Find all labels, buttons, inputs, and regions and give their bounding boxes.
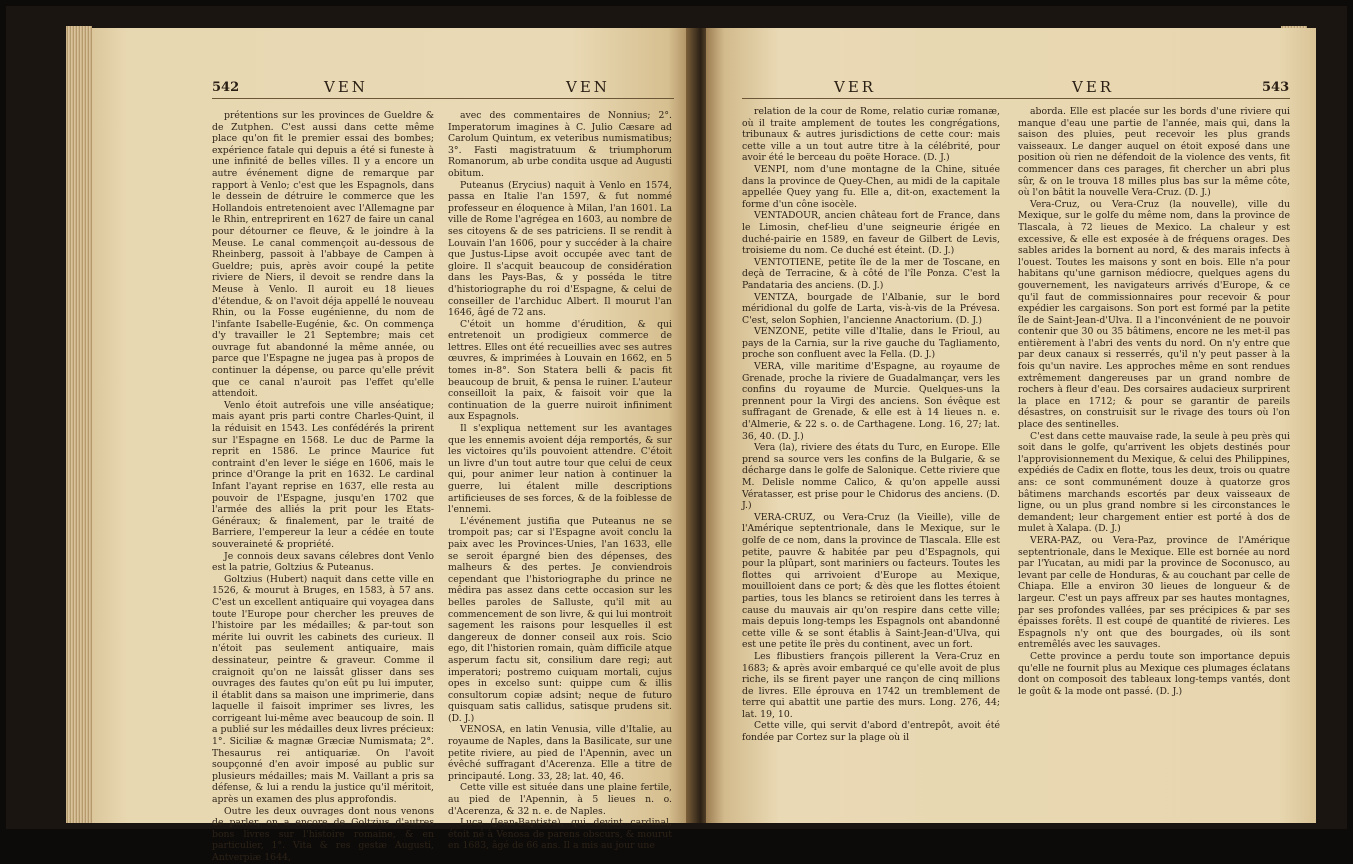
paragraph: VENOSA, en latin Venusia, ville d'Italie, au royaume de Naples, dans la Basilicate, sur une petite riviere, au pied de l'Apennin, avec un évêché suffragant d'Acerenza. Elle a titre de principauté. Long. 33, 28; lat. 40, 46. xyxy=(448,724,672,782)
header-rule xyxy=(212,98,674,99)
running-head: VEN xyxy=(324,78,368,96)
paragraph: Puteanus (Erycius) naquit à Venlo en 1574, passa en Italie l'an 1597, & fut nommé professeur en éloquence à Milan, l'an 1601. La ville de Rome l'agrégea en 1603, au nombre de ses citoyens & de ses patriciens. Il se rendit à Louvain l'an 1606, pour y succéder à la chaire que Justus-Lipse avoit occupée avec tant de gloire. Il s'acquit beaucoup de considération dans les Pays-Bas, & y posséda le titre d'historiographe du roi d'Espagne, & celui de conseiller de l'archiduc Albert. Il mourut l'an 1646, âgé de 72 ans. xyxy=(448,179,672,319)
running-head: VER xyxy=(834,78,877,96)
paragraph: C'est dans cette mauvaise rade, la seule à peu près qui soit dans le golfe, qu'arrivent les objets destinés pour l'approvisionnement du Mexique, & celui des Philippines, expédiés de Cadix en flotte, tous les deux, trois ou quatre ans: ce sont communément douze à quatorze gros bâtimens marchands escortés par deux vaisseaux de ligne, ou un plus grand nombre si les circonstances le demandent; leur chargement entier est porté à dos de mulet à Xalapa. (D. J.) xyxy=(1018,430,1290,535)
paragraph: C'étoit un homme d'érudition, & qui entretenoit un prodigieux commerce de lettres. Elles ont été recueillies avec ses autres œuvres, & imprimées à Louvain en 1662, en 5 tomes in-8°. Son Statera belli & pacis fit beaucoup de bruit, & pensa le ruiner. L'auteur conseilloit la paix, & faisoit voir que la continuation de la guerre nuiroit infiniment aux Espagnols. xyxy=(448,318,672,423)
open-book xyxy=(6,6,1347,863)
paragraph: Il s'expliqua nettement sur les avantages que les ennemis avoient déja remportés, & sur les victoires qu'ils pouvoient attendre. C'étoit un livre d'un tout autre tour que celui de ceux qui, pour animer leur nation à continuer la guerre, lui étalent mille descriptions artificieuses de ses forces, & de la foiblesse de l'ennemi. xyxy=(448,423,672,516)
paragraph: L'événement justifia que Puteanus ne se trompoit pas; car si l'Espagne avoit conclu la paix avec les Provinces-Unies, l'an 1633, elle se seroit épargné bien des dépenses, des malheurs & des pertes. Je conviendrois cependant que l'historiographe du prince ne mêdira pas assez dans cette occasion sur les belles paroles de Salluste, qu'il mit au commencement de son livre, & qui lui montroit sagement les raisons pour lesquelles il est dangereux de donner conseil aux rois. Scio ego, dit l'historien romain, quàm difficile atque asperum factu sit, consilium dare regi; aut imperatori; postremo cuiquam mortali, cujus opes in excelso sunt: quippe cum & illis consultorum copiæ adsint; neque de futuro quisquam satis callidus, satisque prudens sit. (D. J.) xyxy=(448,515,672,724)
right-page xyxy=(706,28,1316,823)
paragraph: VERA-PAZ, ou Vera-Paz, province de l'Amérique septentrionale, dans le Mexique. Elle est bornée au nord par l'Yucatan, au midi par la province de Soconusco, au levant par celle de Honduras, & au couchant par celle de Chiapa. Elle a environ 30 lieues de longueur & de largeur. C'est un pays affreux par ses hautes montagnes, par ses profondes vallées, par ses précipices & par ses épaisses forêts. Il est coupé de quantité de rivieres. Les Espagnols n'y ont que des bourgades, où ils sont entremêlés avec les sauvages. xyxy=(1018,534,1290,651)
running-head: VER xyxy=(1072,78,1115,96)
page-number: 543 xyxy=(1262,80,1290,95)
paragraph: aborda. Elle est placée sur les bords d'une riviere qui manque d'eau une partie de l'année, mais qui, dans la saison des pluies, peut recevoir les plus grands vaisseaux. Le danger auquel on étoit exposé dans une position où rien ne défendoit de la violence des vents, fit commencer dans ces parages, fit chercher un abri plus sûr, & on le trouva 18 milles plus bas sur la même côte, où l'on bâtit la nouvelle Vera-Cruz. (D. J.) xyxy=(1018,106,1290,199)
page-number: 542 xyxy=(212,80,240,95)
paragraph: VENPI, nom d'une montagne de la Chine, située dans la province de Quey-Chen, au midi de la capitale appellée Quey yang fu. Elle a, dit-on, exactement la forme d'un cône isocèle. xyxy=(742,163,1000,210)
paragraph: VENTZA, bourgade de l'Albanie, sur le bord méridional du golfe de Larta, vis-à-vis de la Prévesa. C'est, selon Sophien, l'ancienne Anactorium. (D. J.) xyxy=(742,291,1000,326)
paragraph: Venlo étoit autrefois une ville anséatique; mais ayant pris parti contre Charles-Quint, il la réduisit en 1543. Les confédérés la prirent sur l'Espagne en 1568. Le duc de Parme la reprit en 1586. Le prince Maurice fut contraint d'en lever le siége en 1606, mais le prince d'Orange la prit en 1632. Le cardinal Infant l'ayant reprise en 1637, elle resta au pouvoir de l'Espagne, jusqu'en 1702 que l'armée des alliés la prit pour les Etats-Généraux; & finalement, par le traité de Barriere, l'empereur la leur a cédée en toute souveraineté & propriété. xyxy=(212,399,434,550)
paragraph: Cette province a perdu toute son importance depuis qu'elle ne fournit plus au Mexique ces plumages éclatans dont on composoit des tableaux long-temps vantés, dont le goût & la mode ont passé. (D. J.) xyxy=(1018,650,1290,697)
paragraph: Cette ville, qui servit d'abord d'entrepôt, avoit été fondée par Cortez sur la plage où il xyxy=(742,720,1000,744)
paragraph: VERA-CRUZ, ou Vera-Cruz (la Vieille), ville de l'Amérique septentrionale, dans le Mexique, sur le golfe de ce nom, dans la province de Tlascala. Elle est petite, pauvre & habitée par peu d'Espagnols, qui pour la plûpart, sont mariniers ou facteurs. Toutes les flottes qui arrivoient d'Europe au Mexique, mouilloient dans ce port; & dès que les flottes étoient parties, tous les blancs se retiroient dans les terres à cause du mauvais air qu'on respire dans cette ville; mais depuis long-temps les Espagnols ont abandonné cette ville & se sont établis à Saint-Jean-d'Ulva, qui est une petite île près du continent, avec un fort. xyxy=(742,511,1000,651)
paragraph: avec des commentaires de Nonnius; 2°. Imperatorum imagines à C. Julio Cæsare ad Carolum Quintum, ex veteribus numismatibus; 3°. Fasti magistratuum & triumphorum Romanorum, ab urbe condita usque ad Augusti obitum. xyxy=(448,110,672,179)
paragraph: Vera-Cruz, ou Vera-Cruz (la nouvelle), ville du Mexique, sur le golfe du même nom, dans la province de Tlascala, à 72 lieues de Mexico. La chaleur y est excessive, & elle est exposée à de fréquens orages. Des sables arides la bornent au nord, & des marais infects à l'ouest. Toutes les maisons y sont en bois. Elle n'a pour habitans qu'une garnison médiocre, quelques agens du gouvernement, les navigateurs arrivés d'Europe, & ce qu'il faut de commissionnaires pour recevoir & pour expédier les cargaisons. Son port est formé par la petite île de Saint-Jean-d'Ulva. Il a l'inconvénient de ne pouvoir contenir que 30 ou 35 bâtimens, encore ne les met-il pas entièrement à l'abri des vents du nord. On n'y entre que par deux canaux si resserrés, qu'il n'y peut passer à la fois qu'un navire. Les approches même en sont rendues extrêmement dangereuses par un grand nombre de rochers à fleur d'eau. Des corsaires audacieux surprirent la place en 1712; & pour se garantir de pareils désastres, on construisit sur le rivage des tours où l'on place des sentinelles. xyxy=(1018,198,1290,431)
left-page xyxy=(92,28,692,863)
header-rule xyxy=(742,98,1290,99)
text-column xyxy=(448,110,672,852)
paragraph: Vera (la), riviere des états du Turc, en Europe. Elle prend sa source vers les confins de la Bulgarie, & se décharge dans le golfe de Salonique. Cette riviere que M. Delisle nomme Calico, & qu'on appelle aussi Vératasser, est prise pour le Chidorus des anciens. (D. J.) xyxy=(742,442,1000,512)
paragraph: prétentions sur les provinces de Gueldre & de Zutphen. C'est aussi dans cette même place qu'on fit le premier essai des bombes; expérience fatale qui depuis a été si funeste à une infinité de belles villes. Il y a encore un autre événement digne de remarque par rapport à Venlo; c'est que les Espagnols, dans le dessein de détruire le commerce que les Hollandois entretenoient avec l'Allemagne par le Rhin, entreprirent en 1627 de faire un canal pour détourner ce fleuve, & le joindre à la Meuse. Le canal commençoit au-dessous de Rheinberg, passoit à l'abbaye de Campen à Gueldre; puis, après avoir coupé la petite riviere de Niers, il devoit se rendre dans la Meuse à Venlo. Il auroit eu 18 lieues d'étendue, & on l'avoit déja appellé le nouveau Rhin, ou la Fosse eugénienne, du nom de l'infante Isabelle-Eugénie, &c. On commença d'y travailler le 21 Septembre; mais cet ouvrage fut abandonné la même année, ou parce que l'Espagne ne jugea pas à propos de continuer la dépense, ou parce qu'elle prévit que ce canal n'auroit pas l'effet qu'elle attendoit. xyxy=(212,110,434,400)
text-column xyxy=(742,106,1000,836)
paragraph: VENTOTIENE, petite île de la mer de Toscane, en deçà de Terracine, & à côté de l'île Ponza. C'est la Pandataria des anciens. (D. J.) xyxy=(742,256,1000,291)
paragraph: VERA, ville maritime d'Espagne, au royaume de Grenade, proche la riviere de Guadalmançar, vers les confins du royaume de Murcie. Quelques-uns la prennent pour la Virgi des anciens. Son évêque est suffragant de Grenade, & elle est à 14 lieues n. e. d'Almerie, & 22 s. o. de Carthagene. Long. 16, 27; lat. 36, 40. (D. J.) xyxy=(742,361,1000,442)
paragraph: Outre les deux ouvrages dont nous venons de parler, on a encore de Goltzius d'autres bons livres sur l'histoire romaine, & en particulier, 1°. Vita & res gestæ Augusti, Antverpiæ 1644, xyxy=(212,805,434,863)
paragraph: Je connois deux savans célebres dont Venlo est la patrie, Goltzius & Puteanus. xyxy=(212,550,434,574)
page-edges-left xyxy=(66,26,92,823)
paragraph: relation de la cour de Rome, relatio curiæ romanæ, où il traite amplement de toutes les congrégations, tribunaux & autres jurisdictions de cette cour: mais cette ville a un tout autre titre à la célébrité, pour avoir été le berceau du poëte Horace. (D. J.) xyxy=(742,106,1000,164)
paragraph: Cette ville est située dans une plaine fertile, au pied de l'Apennin, à 5 lieues n. o. d'Acerenza, & 32 n. e. de Naples. xyxy=(448,782,672,817)
running-head: VEN xyxy=(566,78,610,96)
paragraph: Goltzius (Hubert) naquit dans cette ville en 1526, & mourut à Bruges, en 1583, à 57 ans. C'est un excellent antiquaire qui voyagea dans toute l'Europe pour chercher les preuves de l'histoire par les médailles; & par-tout son mérite lui ouvrit les cabinets des curieux. Il n'étoit pas seulement antiquaire, mais dessinateur, peintre & graveur. Comme il craignoit qu'on ne laissât glisser dans ses ouvrages des fautes qu'on eût pu lui imputer, il établit dans sa maison une imprimerie, dans laquelle il faisoit imprimer ses livres, les corrigeant lui-même avec beaucoup de soin. Il a publié sur les médailles deux livres précieux: 1°. Siciliæ & magnæ Græciæ Numismata; 2°. Thesaurus rei antiquariæ. On l'avoit soupçonné d'en avoir imposé au public sur plusieurs médailles; mais M. Vaillant a pris sa défense, & lui a rendu la justice qu'il méritoit, après un examen des plus approfondis. xyxy=(212,573,434,806)
text-column xyxy=(212,110,434,863)
paragraph: Luca (Jean-Baptiste), qui devint cardinal, étoit né à Venosa de parens obscurs, & mourut en 1683, âgé de 66 ans. Il a mis au jour une xyxy=(448,817,672,852)
paragraph: VENZONE, petite ville d'Italie, dans le Frioul, au pays de la Carnia, sur la rive gauche du Tagliamento, proche son confluent avec la Fella. (D. J.) xyxy=(742,326,1000,361)
paragraph: VENTADOUR, ancien château fort de France, dans le Limosin, chef-lieu d'une seigneurie érigée en duché-pairie en 1589, en faveur de Gilbert de Levis, troisieme du nom. Ce duché est éteint. (D. J.) xyxy=(742,210,1000,257)
text-column xyxy=(1018,106,1290,836)
paragraph: Les flibustiers françois pillerent la Vera-Cruz en 1683; & après avoir embarqué ce qu'elle avoit de plus riche, ils se firent payer une rançon de cinq millions de livres. Elle éprouva en 1742 un tremblement de terre qui abattit une partie des murs. Long. 276, 44; lat. 19, 10. xyxy=(742,650,1000,720)
